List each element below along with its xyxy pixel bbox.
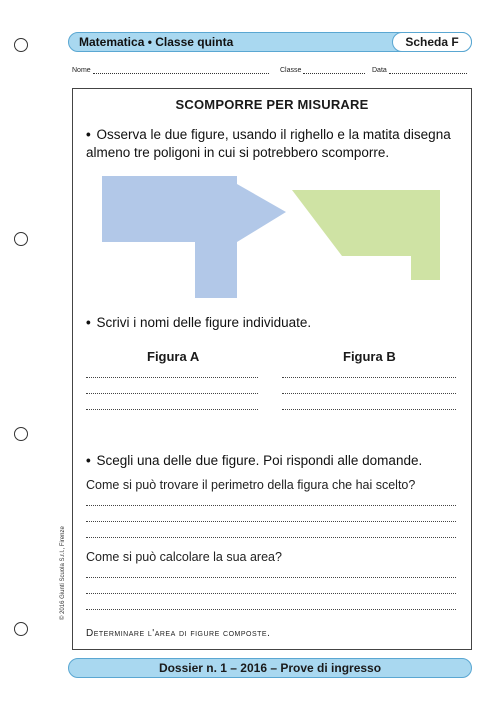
instruction-choose-figure <box>86 452 422 470</box>
footer-bar: Dossier n. 1 – 2016 – Prove di ingresso <box>68 658 472 678</box>
binder-hole-bottom <box>14 622 28 636</box>
header-bar <box>68 32 472 52</box>
classe-dotline <box>303 66 365 74</box>
nome-field[interactable] <box>72 66 269 74</box>
binder-hole-top <box>14 38 28 52</box>
area-answer-line-1[interactable] <box>86 577 456 578</box>
data-label: Data <box>372 67 387 74</box>
figura-b-answer-line-3[interactable] <box>282 409 456 410</box>
question-area: Come si può calcolare la sua area? <box>86 550 282 564</box>
question-perimeter: Come si può trovare il perimetro della figura che hai scelto? <box>86 478 416 492</box>
nome-label: Nome <box>72 67 91 74</box>
instruction-write-names-text: Scrivi i nomi delle figure individuate. <box>96 315 312 330</box>
classe-field[interactable] <box>280 66 365 74</box>
data-field[interactable] <box>372 66 467 74</box>
figura-b-answer-line-1[interactable] <box>282 377 456 378</box>
figura-a-answer-line-3[interactable] <box>86 409 258 410</box>
student-info-row <box>72 66 472 80</box>
instruction-observe-line-1: Osserva le due figure, usando il righello e la matita disegna <box>96 127 451 142</box>
nome-dotline <box>93 66 269 74</box>
figura-a-answer-line-2[interactable] <box>86 393 258 394</box>
data-dotline <box>389 66 467 74</box>
bullet-icon: • <box>86 315 91 330</box>
perimeter-answer-line-1[interactable] <box>86 505 456 506</box>
perimeter-answer-line-3[interactable] <box>86 537 456 538</box>
binder-hole-lower-middle <box>14 427 28 441</box>
copyright-notice: © 2016 Giunti Scuola S.r.l., Firenze <box>60 526 66 620</box>
classe-label: Classe <box>280 67 302 74</box>
header-title: Matematica • Classe quinta <box>79 35 234 49</box>
figura-a-heading: Figura A <box>147 349 200 364</box>
instruction-choose-figure-text: Scegli una delle due figure. Poi rispondi alle domande. <box>96 453 423 468</box>
instruction-observe <box>86 126 451 162</box>
binder-hole-upper-middle <box>14 232 28 246</box>
instruction-write-names <box>86 314 311 332</box>
scheda-label: Scheda F <box>392 32 472 52</box>
bullet-icon: • <box>86 127 91 142</box>
figures-illustration <box>100 172 445 300</box>
area-answer-line-2[interactable] <box>86 593 456 594</box>
worksheet-title: SCOMPORRE PER MISURARE <box>175 97 369 112</box>
figure-a-shape <box>102 176 286 298</box>
area-answer-line-3[interactable] <box>86 609 456 610</box>
figura-a-answer-line-1[interactable] <box>86 377 258 378</box>
bullet-icon: • <box>86 453 91 468</box>
instruction-observe-line-2: almeno tre poligoni in cui si potrebbero scomporre. <box>86 145 390 160</box>
figura-b-heading: Figura B <box>343 349 396 364</box>
figura-b-answer-line-2[interactable] <box>282 393 456 394</box>
learning-objective: Determinare l'area di figure composte. <box>86 628 271 639</box>
figure-b-shape <box>292 190 440 280</box>
perimeter-answer-line-2[interactable] <box>86 521 456 522</box>
